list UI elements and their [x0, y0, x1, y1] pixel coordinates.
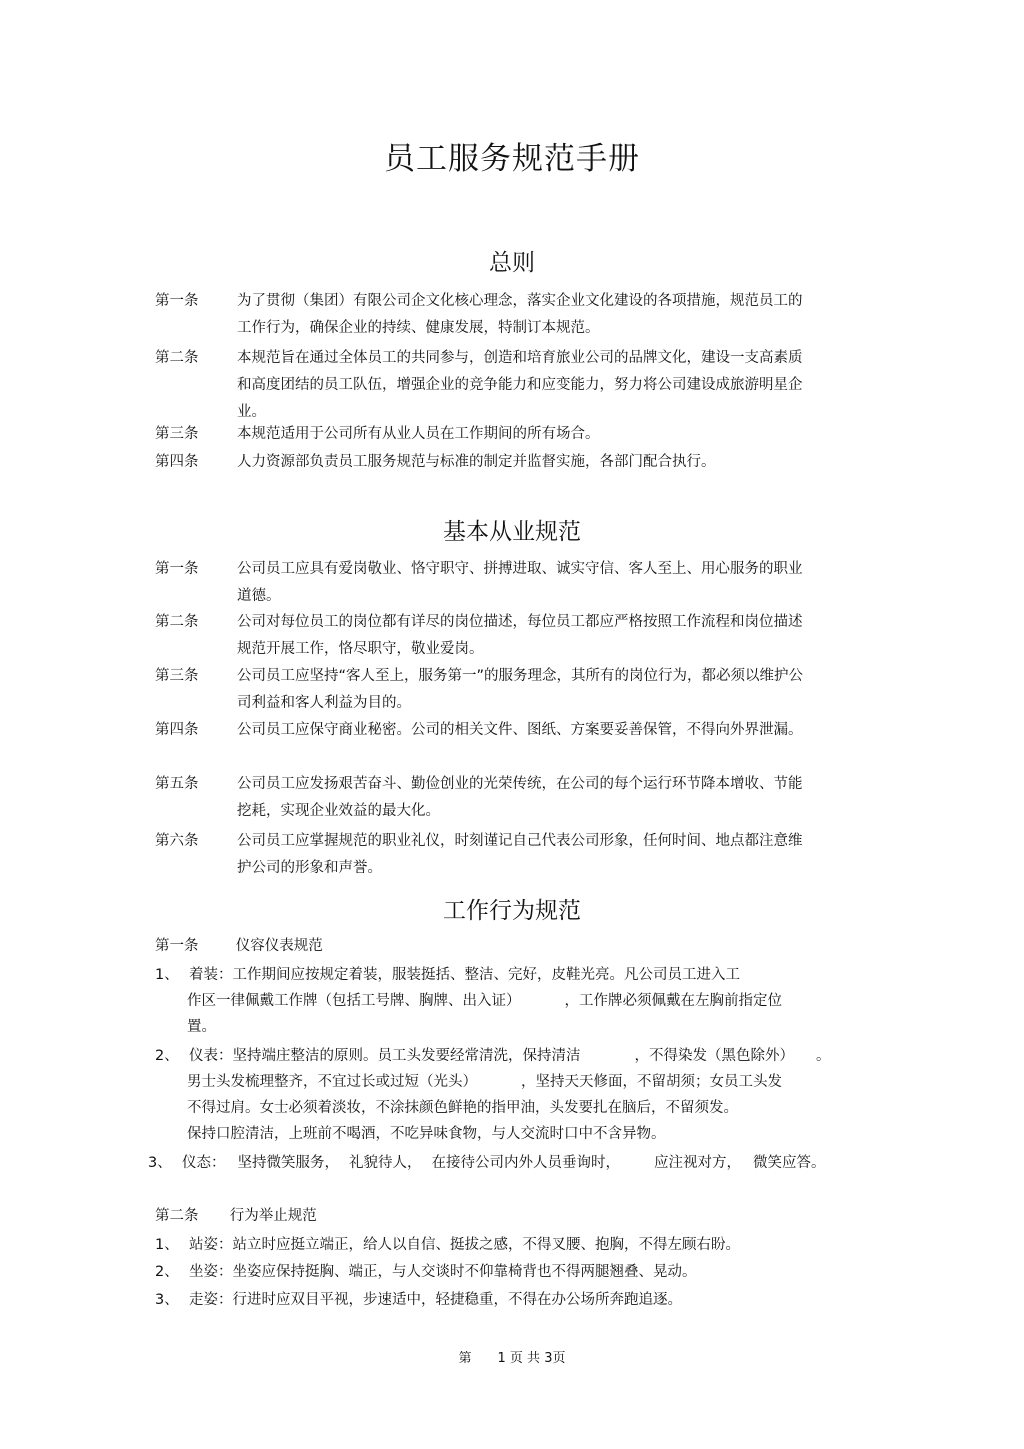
page-number: 1	[497, 1351, 506, 1366]
article-label: 第二条	[155, 1208, 199, 1224]
page-total: 3	[544, 1351, 553, 1366]
item-number: 1、	[155, 1237, 179, 1253]
article-text: 人力资源部负责员工服务规范与标准的制定并监督实施，各部门配合执行。	[237, 454, 716, 470]
item-number: 3、	[148, 1155, 172, 1171]
appearance-item-2-line-2: 男士头发梳理整齐，不宜过长或过短（光头） ，坚持天天修面，不留胡须；女员工头发	[187, 1074, 782, 1090]
basic-article-1	[155, 556, 815, 610]
basic-article-5	[155, 771, 815, 825]
appearance-item-2-line-4: 保持口腔清洁，上班前不喝酒，不吃异味食物，与人交流时口中不含异物。	[187, 1126, 666, 1142]
article-text: 公司员工应坚持“客人至上，服务第一”的服务理念，其所有的岗位行为，都必须以维护公司利益和客人利益为目的。	[237, 668, 804, 711]
article-label: 第四条	[155, 454, 199, 470]
section-heading-conduct: 工作行为规范	[443, 898, 581, 924]
article-text: 为了贯彻（集团）有限公司企文化核心理念，落实企业文化建设的各项措施，规范员工的工作行为，确保企业的持续、健康发展，特制订本规范。	[237, 293, 803, 336]
article-text: 公司员工应具有爱岗敬业、恪守职守、拼搏进取、诚实守信、客人至上、用心服务的职业道德。	[237, 561, 803, 604]
basic-article-4	[155, 717, 815, 744]
conduct-article-2-heading	[155, 1203, 317, 1229]
article-text: 公司员工应发扬艰苦奋斗、勤俭创业的光荣传统，在公司的每个运行环节降本增收、节能挖耗，实现企业效益的最大化。	[237, 776, 803, 819]
article-label: 第二条	[155, 614, 199, 630]
article-text: 公司员工应掌握规范的职业礼仪，时刻谨记自己代表公司形象，任何时间、地点都注意维护公司的形象和声誉。	[237, 833, 803, 876]
item-number: 2、	[155, 1048, 179, 1064]
article-label: 第一条	[155, 293, 199, 309]
item-number: 3、	[155, 1292, 179, 1308]
behavior-item-3: 3、 走姿：行进时应双目平视，步速适中，轻捷稳重，不得在办公场所奔跑追逐。	[155, 1287, 682, 1313]
appearance-item-2-line-1: 2、 仪表：坚持端庄整洁的原则。员工头发要经常清洗，保持清洁 ，不得染发（黑色除外） 。	[155, 1043, 831, 1069]
article-label: 第二条	[155, 350, 199, 366]
article-label: 第一条	[155, 938, 199, 954]
section-heading-general: 总则	[489, 250, 535, 276]
article-title: 仪容仪表规范	[235, 938, 323, 954]
article-label: 第五条	[155, 776, 199, 792]
appearance-item-1-line-1: 1、 着装：工作期间应按规定着装，服装挺括、整洁、完好，皮鞋光亮。凡公司员工进入工	[155, 962, 740, 988]
appearance-item-2-line-3: 不得过肩。女士必须着淡妆，不涂抹颜色鲜艳的指甲油，头发要扎在脑后，不留须发。	[187, 1100, 738, 1116]
general-article-1	[155, 288, 815, 342]
general-article-4	[155, 449, 815, 476]
basic-article-2	[155, 609, 815, 663]
item-number: 1、	[155, 967, 179, 983]
general-article-2	[155, 345, 815, 426]
article-text: 公司员工应保守商业秘密。公司的相关文件、图纸、方案要妥善保管，不得向外界泄漏。	[237, 722, 803, 738]
article-label: 第三条	[155, 426, 199, 442]
behavior-item-2: 2、 坐姿：坐姿应保持挺胸、端正，与人交谈时不仰靠椅背也不得两腿翘叠、晃动。	[155, 1259, 697, 1285]
section-heading-basic: 基本从业规范	[443, 519, 581, 545]
article-label: 第一条	[155, 561, 199, 577]
article-label: 第六条	[155, 833, 199, 849]
article-label: 第三条	[155, 668, 199, 684]
article-text: 公司对每位员工的岗位都有详尽的岗位描述，每位员工都应严格按照工作流程和岗位描述规范开展工作，恪尽职守，敬业爱岗。	[237, 614, 803, 657]
article-text: 本规范适用于公司所有从业人员在工作期间的所有场合。	[237, 426, 600, 442]
article-label: 第四条	[155, 722, 199, 738]
article-text: 本规范旨在通过全体员工的共同参与，创造和培育旅业公司的品牌文化，建设一支高素质和高度团结的员工队伍，增强企业的竞争能力和应变能力，努力将公司建设成旅游明星企业。	[237, 350, 803, 420]
general-article-3	[155, 421, 815, 448]
conduct-article-1-heading	[155, 933, 323, 959]
document-title: 员工服务规范手册	[384, 141, 640, 177]
appearance-item-1-line-3: 置。	[187, 1019, 216, 1035]
appearance-item-3: 3、 仪态： 坚持微笑服务， 礼貌待人， 在接待公司内外人员垂询时， 应注视对方， 微笑应答。	[148, 1150, 826, 1176]
item-number: 2、	[155, 1264, 179, 1280]
behavior-item-1: 1、 站姿：站立时应挺立端正，给人以自信、挺拔之感，不得叉腰、抱胸，不得左顾右盼。	[155, 1232, 740, 1258]
basic-article-3	[155, 663, 815, 717]
page-footer: 第 1 页 共 3页	[458, 1351, 566, 1366]
appearance-item-1-line-2: 作区一律佩戴工作牌（包括工号牌、胸牌、出入证） ，工作牌必须佩戴在左胸前指定位	[187, 993, 782, 1009]
article-title: 行为举止规范	[229, 1208, 317, 1224]
basic-article-6	[155, 828, 815, 882]
